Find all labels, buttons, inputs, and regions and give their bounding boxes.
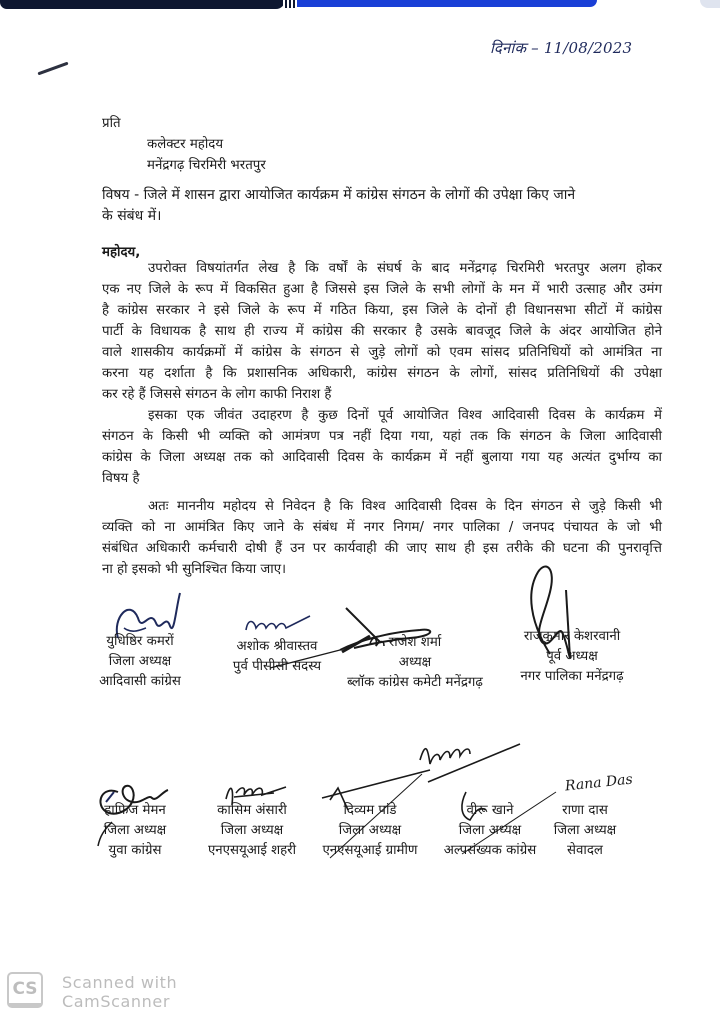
signatory-block [310,801,430,861]
addressee-line1: कलेक्टर महोदय [147,137,224,152]
signatory-name: राणा दास [562,803,608,818]
signatory-org: आदिवासी कांग्रेस [99,674,181,689]
signatory-block [540,801,630,861]
camscanner-watermark [62,973,177,1011]
camscanner-logo [7,972,47,1012]
signatory-org: ब्लॉक कांग्रेस कमेटी मनेंद्रगढ़ [347,675,483,690]
signatory-name: वीरू खाने [466,803,514,818]
watermark-line1: Scanned with [62,973,178,992]
signatory-title: जिला अध्यक्ष [220,823,284,838]
signatory-title: जिला अध्यक्ष [338,823,402,838]
paragraph-line: संगठन के किसी भी व्यक्ति को आमंत्रण पत्र नहीं दिया गया, यहां तक कि संगठन के जिला आदिवासी [102,429,662,444]
signatory-title: पूर्व अध्यक्ष [546,649,598,664]
scan-edge-band [0,0,720,10]
signatory-name: कासिम अंसारी [217,803,287,818]
signatory-org: नगर पालिका मनेंद्रगढ़ [520,669,624,684]
scan-edge-blue [297,0,597,7]
paragraph-line: अतः माननीय महोदय से निवेदन है कि विश्व आदिवासी दिवस के दिन संगठन से जुड़े किसी भी [148,499,662,514]
signatory-title: जिला अध्यक्ष [458,823,522,838]
addressee-prefix: प्रति [102,116,121,131]
signatory-block [335,633,495,693]
paragraph-line: एक नए जिले के रूप में विकसित हुआ है जिससे इस जिले के सभी लोगों के मन में भारी उत्साह और उमंग [102,282,662,297]
signatory-name: अशोक श्रीवास्तव [236,639,318,654]
paragraph-2 [102,405,662,489]
paragraph-line: संबंधित अधिकारी कर्मचारी दोषी हैं उन पर कार्यवाही की जाए साथ ही इस तरीके की घटना की पुनरावृत्ति [102,541,662,556]
signatory-name: युधिष्ठिर कमरों [106,634,174,649]
paragraph-line: कांग्रेस के जिला अध्यक्ष तक को आदिवासी दिवस के कार्यक्रम में नहीं बुलाया गया यह अत्यंत दुर्भाग्य का [102,450,662,465]
signatory-org: सेवादल [567,843,603,858]
subject-line2: के संबंध में। [102,208,162,224]
signatory-org: एनएसयूआई ग्रामीण [322,843,418,858]
signatory-title: जिला अध्यक्ष [553,823,617,838]
paragraph-line: ना हो इसको भी सुनिश्चित किया जाए। [102,562,287,577]
signatory-title: जिला अध्यक्ष [108,654,172,669]
watermark-line2: CamScanner [62,992,171,1011]
letter-date: दिनांक – 11/08/2023 [490,39,633,57]
signatory-title: जिला अध्यक्ष [103,823,167,838]
paragraph-line: वाले शासकीय कार्यक्रमों में कांग्रेस के संगठन से जुड़े लोगों को एवम सांसद प्रतिनिधियों को आमंत्रित ना [102,345,662,360]
signatory-title: पुर्व पीसीसी सदस्य [232,659,322,674]
scan-edge-stripes [283,0,297,8]
signatory-block [212,637,342,677]
salutation: महोदय, [102,245,141,260]
signatory-block [492,627,652,687]
subject-line1: विषय - जिले में शासन द्वारा आयोजित कार्यक्रम में कांग्रेस संगठन के लोगों की उपेक्षा किए जाने [102,187,576,203]
addressee-line2: मनेंद्रगढ़ चिरमिरी भरतपुर [147,158,266,173]
signatory-block [432,801,548,861]
signatory-title: अध्यक्ष [398,655,432,670]
paragraph-line: पार्टी के विधायक है साथ ही राज्य में कांग्रेस की सरकार है उसके बावजूद जिले के अंदर आयोजित होने [102,324,662,339]
paragraph-line: है कांग्रेस सरकार ने इसे जिले के रूप में गठित किया, इस जिले के दोनों ही विधानसभा सीटों में कांग्रेस [102,303,662,318]
scan-edge-dark [0,0,285,9]
signatory-org: अल्पसंख्यक कांग्रेस [443,843,537,858]
paragraph-line: विषय है [102,471,140,486]
signatory-block [85,632,195,692]
scan-edge-corner [700,0,720,8]
signatory-org: एनएसयूआई शहरी [207,843,297,858]
signature-rana: Rana Das [564,771,634,795]
paragraph-line: इसका एक जीवंत उदाहरण है कुछ दिनों पूर्व आयोजित विश्व आदिवासी दिवस के कार्यक्रम में [148,408,662,423]
signatory-block [80,801,190,861]
signatory-block [192,801,312,861]
signatory-name: राजकुमार केशरवानी [523,629,621,644]
paragraph-line: करना यह दर्शाता है कि प्रशासनिक अधिकारी, कांग्रेस संगठन के लोगों, सांसद प्रतिनिधियों की उपेक्षा [102,366,662,381]
paragraph-line: उपरोक्त विषयांतर्गत लेख है कि वर्षों के संघर्ष के बाद मनेंद्रगढ़ चिरमिरी भरतपुर अलग होकर [148,261,662,276]
paragraph-1 [102,258,662,405]
signatory-org: युवा कांग्रेस [108,843,162,858]
paragraph-line: कर रहे हैं जिससे संगठन के लोग काफी निराश हैं [102,387,332,402]
signatory-name: दिव्यम पांडे [343,803,397,818]
signatory-name: राजेश शर्मा [388,635,442,650]
signatory-name: हाफिज मेमन [104,803,166,818]
camscanner-logo-mark: CS [7,972,43,1008]
paragraph-line: व्यक्ति को ना आमंत्रित किए जाने के संबंध में नगर निगम/ नगर पालिका / जनपद पंचायत के जो भी [102,520,662,535]
pen-mark [37,62,68,76]
